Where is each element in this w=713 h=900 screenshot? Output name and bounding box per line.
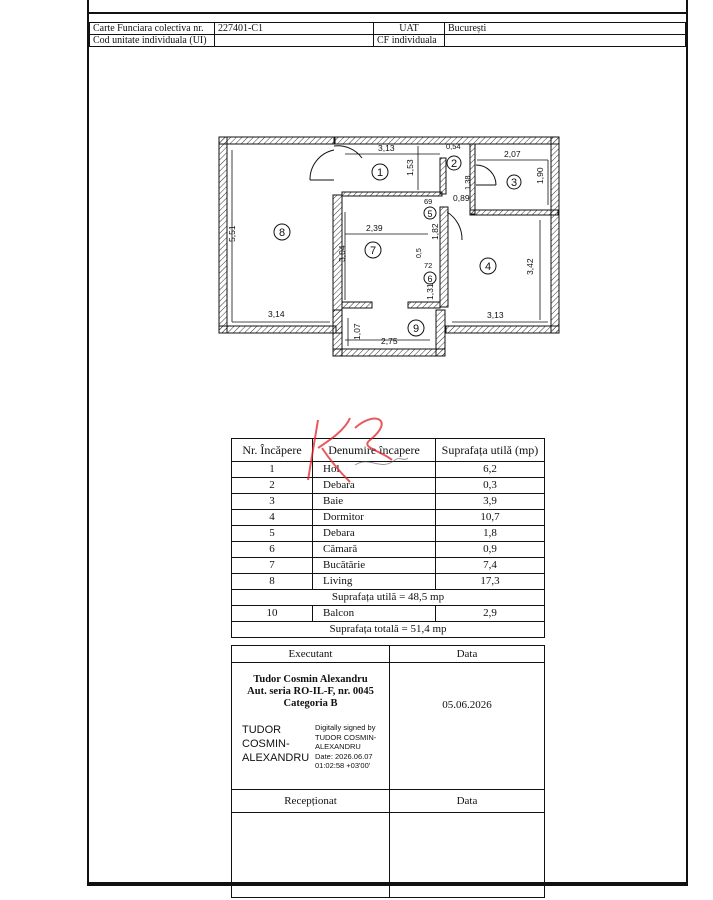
dim-1-90: 1,90 — [535, 167, 545, 184]
executant-label: Executant — [232, 646, 390, 663]
cod-ui-label: Cod unitate individuala (UI) — [90, 35, 215, 47]
walls — [219, 137, 559, 356]
cell-area: 0,9 — [436, 542, 545, 558]
dim-0-5: 0,5 — [416, 248, 423, 258]
watermark-logo — [300, 410, 410, 490]
uat-label: UAT — [374, 23, 445, 35]
room-number-6: 6 — [427, 274, 433, 284]
dim-3-13-bottom: 3,13 — [487, 310, 504, 320]
cell-nr: 6 — [232, 542, 313, 558]
dim-0-54: 0,54 — [446, 142, 461, 151]
room-number-9: 9 — [412, 323, 420, 335]
cell-name: Dormitor — [313, 510, 436, 526]
col-header-name: Denumire încapere — [313, 439, 436, 462]
cell-name: Cămară — [313, 542, 436, 558]
date-value: 05.06.2026 — [442, 699, 492, 711]
dim-2-75: 2,75 — [381, 336, 398, 346]
cell-nr: 3 — [232, 494, 313, 510]
cell-nr: 2 — [232, 478, 313, 494]
executant-block — [232, 663, 390, 790]
room-number-2: 2 — [450, 158, 458, 170]
cell-nr: 10 — [232, 606, 313, 622]
col-header-area: Suprafața utilă (mp) — [436, 439, 545, 462]
receptionat-label: Recepționat — [232, 790, 390, 813]
cell-area: 7,4 — [436, 558, 545, 574]
cell-name: Baie — [313, 494, 436, 510]
table-row — [232, 606, 545, 622]
cell-nr: 4 — [232, 510, 313, 526]
room-number-8: 8 — [278, 227, 286, 239]
useful-area-total: Suprafața utilă = 48,5 mp — [232, 590, 545, 606]
dim-2-07: 2,07 — [504, 149, 521, 159]
cell-name: Debara — [313, 526, 436, 542]
uat-value: București — [445, 23, 686, 35]
room-number-5: 5 — [427, 209, 433, 219]
cell-area: 10,7 — [436, 510, 545, 526]
table-row — [232, 542, 545, 558]
table-row — [232, 526, 545, 542]
table-row — [232, 494, 545, 510]
grand-total-area: Suprafața totală = 51,4 mp — [232, 622, 545, 638]
cell-nr: 8 — [232, 574, 313, 590]
cell-name: Debara — [313, 478, 436, 494]
table-row — [232, 574, 545, 590]
dim-3-42: 3,42 — [525, 258, 535, 275]
cell-area: 3,9 — [436, 494, 545, 510]
col-header-nr: Nr. Încăpere — [232, 439, 313, 462]
signer-line: ALEXANDRU — [242, 752, 310, 764]
cf-colectiva-value: 227401-C1 — [215, 23, 374, 35]
digital-line: Digitally signed by — [315, 723, 376, 732]
cell-name: Balcon — [313, 606, 436, 622]
dim-2-39: 2,39 — [366, 223, 383, 233]
signer-name — [242, 723, 309, 765]
cell-area: 17,3 — [436, 574, 545, 590]
dim-0-89: 0,89 — [453, 193, 470, 203]
room-number-3: 3 — [510, 177, 518, 189]
cf-colectiva-label: Carte Funciara colectiva nr. — [90, 23, 215, 35]
cell-area: 1,8 — [436, 526, 545, 542]
cell-name: Hol — [313, 462, 436, 478]
digital-signature-note — [315, 723, 376, 771]
date-label: Data — [390, 646, 545, 663]
cell-area: 2,9 — [436, 606, 545, 622]
cell-nr: 1 — [232, 462, 313, 478]
executant-category: Categoria B — [283, 698, 338, 709]
receptionat-date-block — [390, 813, 545, 898]
executant-name: Tudor Cosmin Alexandru — [253, 674, 368, 685]
dim-69: 69 — [424, 197, 433, 206]
cell-area: 6,2 — [436, 462, 545, 478]
receptionat-date-label: Data — [390, 790, 545, 813]
dim-3-13-top: 3,13 — [378, 143, 395, 153]
dim-1-07: 1,07 — [352, 323, 362, 340]
dim-1-38: 1,38 — [463, 175, 472, 190]
dim-5-51: 5,51 — [227, 225, 237, 242]
digital-line: ALEXANDRU — [315, 742, 361, 752]
room-number-7: 7 — [369, 245, 377, 257]
table-row — [232, 510, 545, 526]
table-row — [232, 558, 545, 574]
dim-72: 72 — [424, 261, 433, 270]
room-number-4: 4 — [484, 261, 492, 273]
digital-line: Date: 2026.06.07 — [315, 751, 373, 761]
cell-name: Living — [313, 574, 436, 590]
dim-1-31: 1,31 — [425, 283, 435, 300]
digital-line: TUDOR COSMIN- — [315, 732, 377, 742]
executant-authorization: Aut. seria RO-IL-F, nr. 0045 — [247, 686, 374, 697]
digital-line: 01:02:58 +03'00' — [315, 761, 371, 771]
room-markers — [274, 156, 521, 336]
dim-1-53: 1,53 — [405, 159, 415, 176]
cell-nr: 7 — [232, 558, 313, 574]
cf-individuala-label: CF individuala — [374, 35, 445, 47]
signer-line: COSMIN- — [242, 738, 290, 750]
room-number-1: 1 — [376, 167, 384, 179]
dim-1-82: 1,82 — [430, 223, 440, 240]
cell-area: 0,3 — [436, 478, 545, 494]
cell-nr: 5 — [232, 526, 313, 542]
dim-3-04: 3,04 — [337, 245, 347, 262]
signer-line: TUDOR — [242, 724, 282, 736]
date-block — [390, 663, 545, 790]
receptionat-block — [232, 813, 390, 898]
signature-table — [231, 645, 545, 898]
cell-name: Bucătărie — [313, 558, 436, 574]
dim-3-14: 3,14 — [268, 309, 285, 319]
